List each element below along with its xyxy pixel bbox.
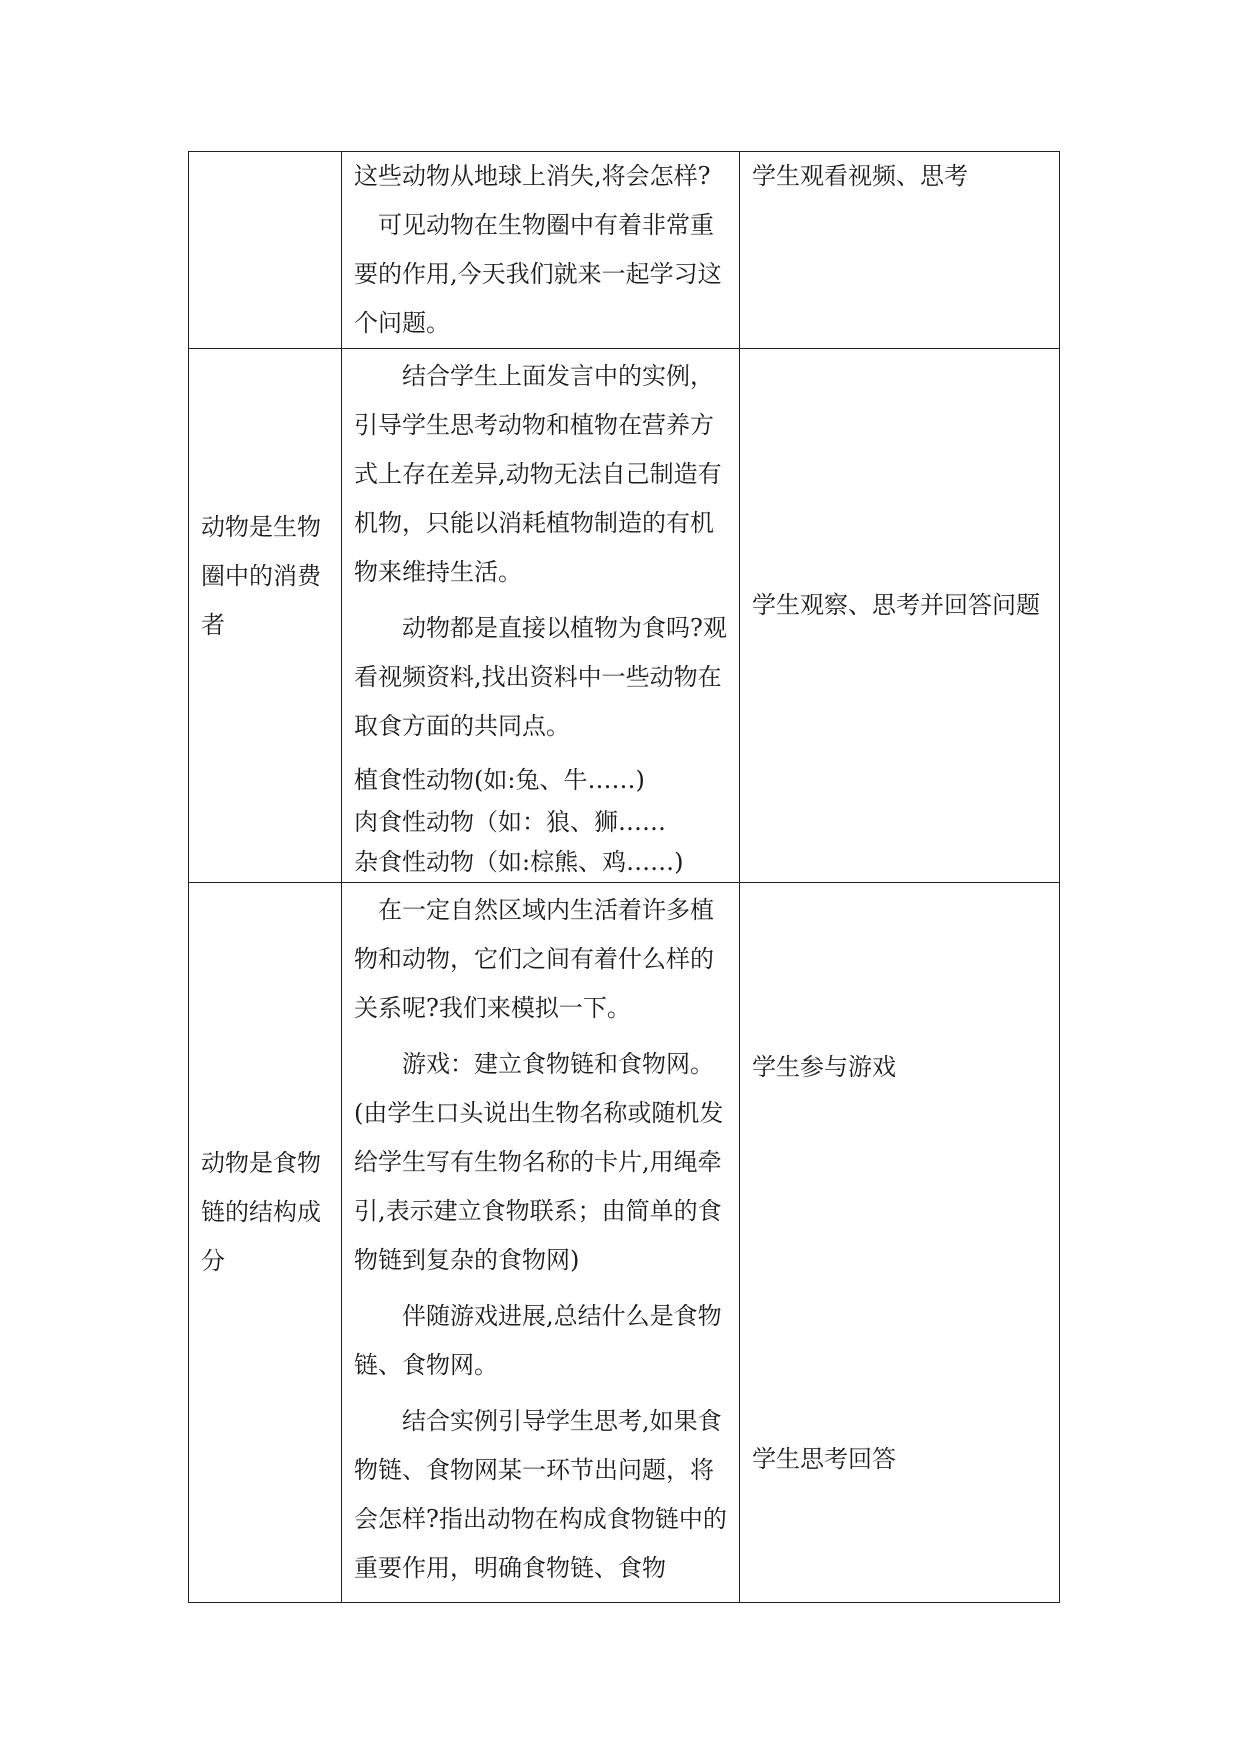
- teacher-paragraph: 结合学生上面发言中的实例，引导学生思考动物和植物在营养方式上存在差异,动物无法自己制造有机物，只能以消耗植物制造的有机物来维持生活。: [354, 362, 722, 586]
- teacher-paragraph: 游戏：建立食物链和食物网。(由学生口头说出生物名称或随机发给学生写有生物名称的卡片,用绳牵引,表示建立食物联系；由简单的食物链到复杂的食物网): [354, 1050, 724, 1274]
- teacher-activity-cell: [342, 349, 740, 883]
- animal-type-omnivore: 杂食性动物（如:棕熊、鸡……): [354, 848, 684, 876]
- student-activity-cell: [740, 349, 1060, 883]
- teacher-paragraph: 动物都是直接以植物为食吗?观看视频资料,找出资料中一些动物在取食方面的共同点。: [354, 614, 727, 740]
- lesson-plan-table: [188, 151, 1060, 1603]
- student-activity: 学生思考回答: [752, 1445, 896, 1473]
- teacher-paragraph: 伴随游戏进展,总结什么是食物链、食物网。: [354, 1302, 722, 1379]
- topic-text: 动物是食物链的结构成分: [201, 1149, 321, 1275]
- student-activity-cell: [740, 152, 1060, 349]
- topic-text: 动物是生物圈中的消费者: [201, 513, 321, 639]
- table-row: [189, 349, 1060, 883]
- topic-cell: [189, 152, 342, 349]
- teacher-paragraph: 结合实例引导学生思考,如果食物链、食物网某一环节出问题，将会怎样?指出动物在构成食物链中的重要作用，明确食物链、食物: [354, 1407, 727, 1582]
- table-row: [189, 152, 1060, 349]
- topic-cell: [189, 349, 342, 883]
- student-activity-cell: [740, 883, 1060, 1603]
- student-activity: 学生观察、思考并回答问题: [752, 591, 1040, 619]
- animal-type-herbivore: 植食性动物(如:兔、牛……): [354, 766, 645, 794]
- teacher-paragraph: 可见动物在生物圈中有着非常重要的作用,今天我们就来一起学习这个问题。: [354, 211, 722, 337]
- animal-type-carnivore: 肉食性动物（如：狼、狮……: [354, 808, 666, 836]
- student-activity: 学生参与游戏: [752, 1053, 896, 1081]
- teacher-paragraph: 这些动物从地球上消失,将会怎样?: [354, 162, 711, 190]
- student-activity: 学生观看视频、思考: [752, 162, 968, 190]
- topic-cell: [189, 883, 342, 1603]
- table-row: [189, 883, 1060, 1603]
- teacher-paragraph: 在一定自然区域内生活着许多植物和动物，它们之间有着什么样的关系呢?我们来模拟一下。: [354, 896, 714, 1022]
- teacher-activity-cell: [342, 883, 740, 1603]
- teacher-activity-cell: [342, 152, 740, 349]
